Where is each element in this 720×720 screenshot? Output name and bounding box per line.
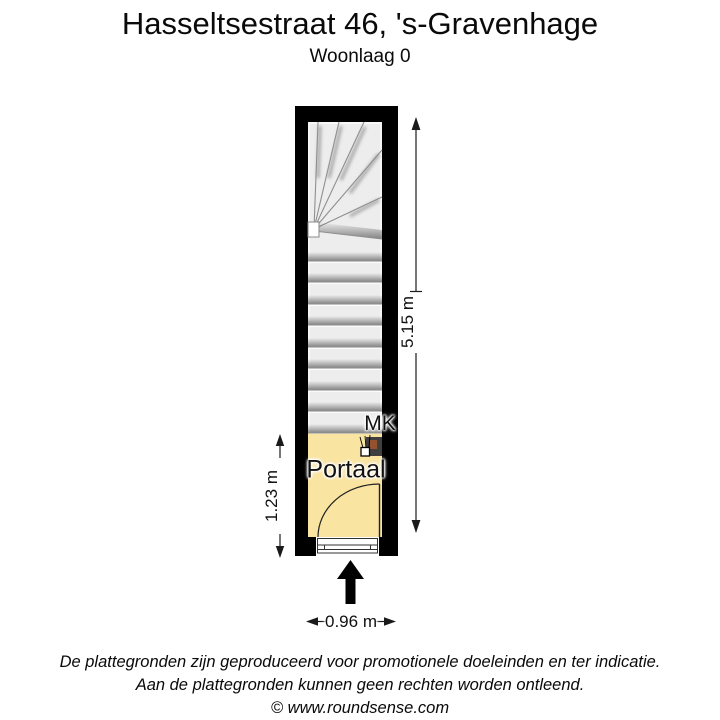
staircase	[308, 122, 382, 433]
entrance-arrow-icon	[337, 560, 364, 604]
page-subtitle: Woonlaag 0	[309, 46, 411, 67]
dimension-height-label: 5.15 m	[398, 296, 417, 348]
stair-newel	[308, 222, 319, 237]
straight-steps	[308, 252, 382, 433]
footer-disclaimer	[0, 651, 720, 720]
footer-line-2: Aan de plattegronden kunnen geen rechten worden ontleend.	[135, 676, 585, 694]
meter-cupboard-label: MK	[364, 412, 396, 435]
room-label-portaal: Portaal	[306, 455, 386, 484]
dimension-width-label: 0.96 m	[325, 612, 377, 631]
front-door-threshold	[316, 537, 379, 556]
dimension-portaal-label: 1.23 m	[262, 470, 281, 522]
page-title: Hasseltsestraat 46, 's-Gravenhage	[121, 6, 599, 41]
footer-line-1: De plattegronden zijn geproduceerd voor promotionele doeleinden en ter indicatie.	[59, 653, 661, 671]
footer-line-3: © www.roundsense.com	[270, 699, 450, 717]
